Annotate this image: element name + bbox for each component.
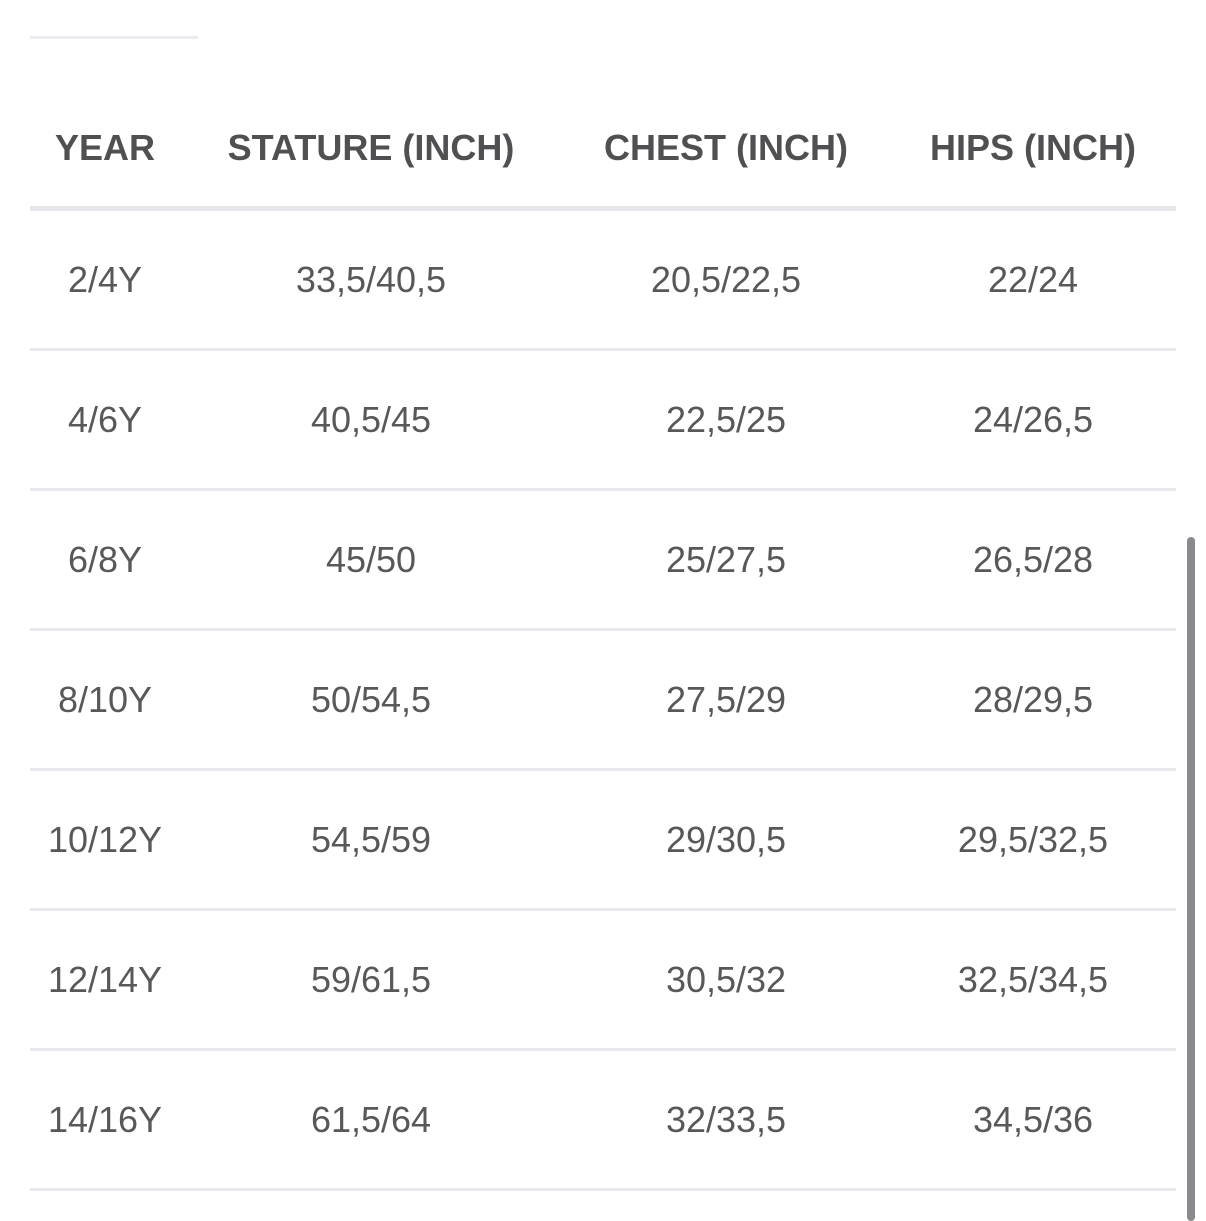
cell-year: 8/10Y	[30, 630, 180, 770]
cell-stature: 33,5/40,5	[180, 209, 562, 350]
table-row	[30, 630, 1176, 770]
cell-year: 6/8Y	[30, 490, 180, 630]
cell-stature: 45/50	[180, 490, 562, 630]
cell-hips: 24/26,5	[890, 350, 1176, 490]
cell-stature: 50/54,5	[180, 630, 562, 770]
table-row	[30, 350, 1176, 490]
table-row	[30, 770, 1176, 910]
cell-chest: 22,5/25	[562, 350, 890, 490]
cell-stature: 59/61,5	[180, 910, 562, 1050]
cell-hips: 32,5/34,5	[890, 910, 1176, 1050]
header-chest: CHEST (INCH)	[562, 90, 890, 209]
cell-hips: 22/24	[890, 209, 1176, 350]
size-chart-table	[30, 90, 1176, 1191]
cell-stature: 61,5/64	[180, 1050, 562, 1190]
cell-year: 14/16Y	[30, 1050, 180, 1190]
table-header-row	[30, 90, 1176, 209]
vertical-scrollbar[interactable]	[1187, 537, 1195, 1221]
table-row	[30, 209, 1176, 350]
top-divider	[30, 36, 198, 39]
cell-chest: 20,5/22,5	[562, 209, 890, 350]
header-year: YEAR	[30, 90, 180, 209]
cell-chest: 30,5/32	[562, 910, 890, 1050]
header-stature: STATURE (INCH)	[180, 90, 562, 209]
cell-chest: 27,5/29	[562, 630, 890, 770]
cell-stature: 40,5/45	[180, 350, 562, 490]
cell-stature: 54,5/59	[180, 770, 562, 910]
table-row	[30, 490, 1176, 630]
cell-chest: 29/30,5	[562, 770, 890, 910]
table-row	[30, 910, 1176, 1050]
table-row	[30, 1050, 1176, 1190]
cell-hips: 34,5/36	[890, 1050, 1176, 1190]
cell-year: 4/6Y	[30, 350, 180, 490]
cell-chest: 25/27,5	[562, 490, 890, 630]
cell-hips: 26,5/28	[890, 490, 1176, 630]
cell-chest: 32/33,5	[562, 1050, 890, 1190]
header-hips: HIPS (INCH)	[890, 90, 1176, 209]
cell-hips: 28/29,5	[890, 630, 1176, 770]
cell-year: 2/4Y	[30, 209, 180, 350]
cell-year: 10/12Y	[30, 770, 180, 910]
cell-year: 12/14Y	[30, 910, 180, 1050]
cell-hips: 29,5/32,5	[890, 770, 1176, 910]
